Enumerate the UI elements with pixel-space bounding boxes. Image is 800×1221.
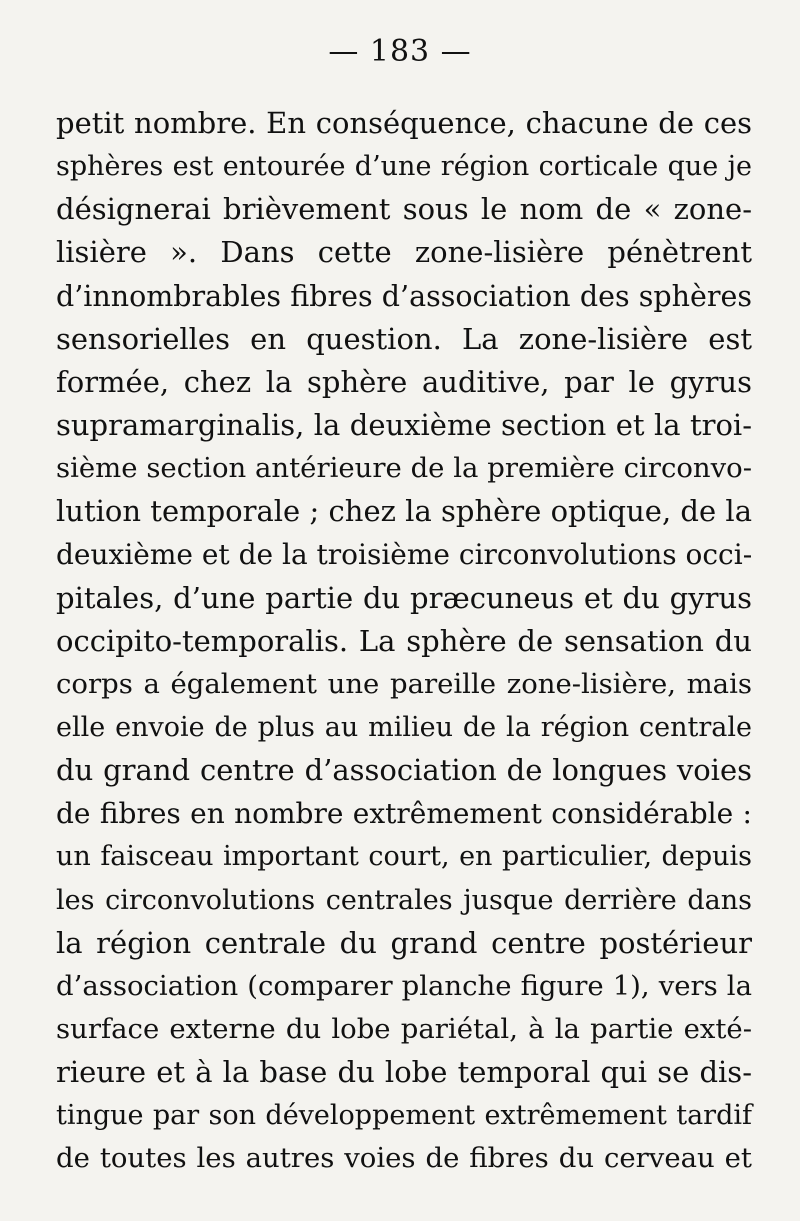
text-line: d’association (comparer planche figure 1), vers la xyxy=(56,969,752,1002)
text-line: petit nombre. En conséquence, chacune de ces xyxy=(56,106,752,140)
text-line: surface externe du lobe pariétal, à la partie exté- xyxy=(56,1012,752,1045)
text-line: la région centrale du grand centre postérieur xyxy=(56,925,752,960)
text-line: formée, chez la sphère auditive, par le gyrus xyxy=(56,364,752,399)
text-line: de toutes les autres voies de fibres du cerveau et xyxy=(56,1142,752,1175)
text-line: corps a également une pareille zone-lisière, mais xyxy=(56,667,752,700)
text-line: un faisceau important court, en particulier, depuis xyxy=(56,841,752,873)
text-line: pitales, d’une partie du præcuneus et du gyrus xyxy=(56,580,752,615)
text-line: elle envoie de plus au milieu de la région centrale xyxy=(56,711,752,743)
page-number: — 183 — xyxy=(328,34,472,69)
text-line: lisière ». Dans cette zone-lisière pénètrent xyxy=(56,235,752,270)
text-line: tingue par son développement extrêmement tardif xyxy=(56,1100,752,1132)
text-line: sensorielles en question. La zone-lisière est xyxy=(56,321,752,356)
text-line: supramarginalis, la deuxième section et la troi- xyxy=(56,407,752,442)
text-line: d’innombrables fibres d’association des sphères xyxy=(56,279,752,313)
text-line: de fibres en nombre extrêmement considérable : xyxy=(56,797,752,831)
text-line: désignerai brièvement sous le nom de « zone- xyxy=(56,192,752,227)
text-line: sième section antérieure de la première circonvo- xyxy=(56,452,752,485)
text-line: sphères est entourée d’une région corticale que je xyxy=(56,151,752,183)
text-line: du grand centre d’association de longues voies xyxy=(56,753,752,788)
body-text xyxy=(56,102,752,1181)
text-line: rieure et à la base du lobe temporal qui se dis- xyxy=(56,1055,752,1090)
text-line: lution temporale ; chez la sphère optique, de la xyxy=(56,494,752,529)
text-line: occipito-temporalis. La sphère de sensation du xyxy=(56,623,752,658)
text-line: les circonvolutions centrales jusque derrière dans xyxy=(56,884,752,916)
text-line: deuxième et de la troisième circonvolutions occi- xyxy=(56,538,753,572)
